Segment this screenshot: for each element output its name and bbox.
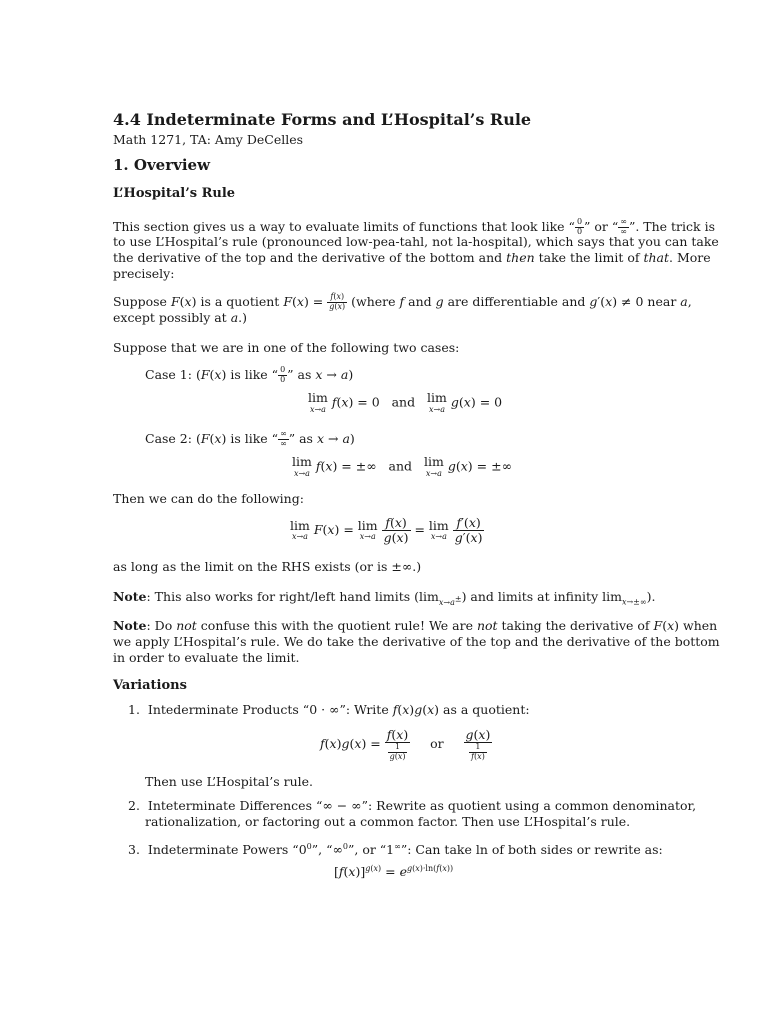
product-rewrite-equation: f(x)g(x) = $\frac{f(x)}{\frac{1}{g(x)}}$ or $\frac{g(x)}{\frac{1}{f(x)}}$ [320, 727, 491, 761]
power-rewrite-equation: $[f(x)]^{g(x)} = e^{g(x)\cdot ln(f(x))}$ [334, 864, 454, 880]
case-2-label: Case 2: (F(x) is like “ $\frac{\infty}{\infty}$ ” as x → a) [145, 429, 355, 448]
variation-item-2-line-2: rationalization, or factoring out a common factor. Then use L’Hospital’s rule. [145, 814, 631, 829]
intro-line-1: This section gives us a way to evaluate limits of functions that look like “ $\frac{0}{0}$ ” or “ $\frac{\infty}{\infty}$ ”. The trick is [113, 217, 715, 236]
note-quotient-rule-line-1: Note: Do not confuse this with the quotient rule! We are not taking the derivative of F(x) when [113, 618, 718, 633]
note-quotient-rule-line-2: we apply L’Hospital’s rule. We do take the derivative of the top and the derivative of the bottom [113, 634, 720, 649]
note-quotient-rule-line-3: in order to evaluate the limit. [113, 650, 300, 665]
case-1-label: Case 1: (F(x) is like “ $\frac{0}{0}$ ” as x → a) [145, 365, 354, 384]
intro-line-3: the derivative of the top and the derivative of the bottom and then take the limit of that. More [113, 250, 711, 265]
variation-item-1-after: Then use L’Hospital’s rule. [145, 774, 313, 789]
suppose-line-1: Suppose F(x) is a quotient F(x) = $\frac{f(x)}{g(x)}$ (where f and g are differentiable and g′(x) ≠ 0 near a, [113, 292, 692, 311]
cases-intro: Suppose that we are in one of the following two cases: [113, 340, 460, 355]
lhospital-equation: lim x→a F(x) = lim x→a $\frac{f(x)}{g(x)}$ = lim x→a $\frac{f'(x)}{g'(x)}$ [290, 515, 483, 545]
subsection-heading-lhospital: L’Hospital’s Rule [113, 186, 236, 201]
case-2-equation: lim x→a f(x) = ±∞ and lim x→a g(x) = ±∞ [292, 454, 512, 478]
variation-item-2-line-1: 2. Inteterminate Differences “∞ − ∞”: Rewrite as quotient using a common denominator, [128, 798, 697, 813]
variation-item-1: 1. Intederminate Products “0 · ∞”: Write f(x)g(x) as a quotient: [128, 702, 530, 717]
page-title: 4.4 Indeterminate Forms and L’Hospital’s Rule [113, 110, 532, 129]
intro-line-2: to use L’Hospital’s rule (pronounced low-pea-tahl, not la-hospital), which says that you can take [113, 234, 719, 249]
intro-line-4: precisely: [113, 266, 175, 281]
course-info: Math 1271, TA: Amy DeCelles [113, 132, 304, 147]
note-one-sided-limits: Note: This also works for right/left hand limits $(\lim_{x\to a^\pm})$ and limits at infinity $\lim_{x\to\pm\infty}$). [113, 589, 656, 607]
variation-item-3: 3. Indeterminate Powers “$0^0$”, “∞$^0$”, or “1∞”: Can take ln of both sides or rewrite as: [128, 842, 663, 858]
rhs-text: as long as the limit on the RHS exists (or is ±∞.) [113, 559, 422, 574]
variations-heading: Variations [113, 678, 187, 693]
section-heading-overview: 1. Overview [113, 156, 210, 174]
case-1-equation: lim x→a f(x) = 0 and lim x→a g(x) = 0 [308, 390, 503, 414]
suppose-line-2: except possibly at a.) [113, 310, 247, 325]
then-text: Then we can do the following: [113, 491, 304, 506]
